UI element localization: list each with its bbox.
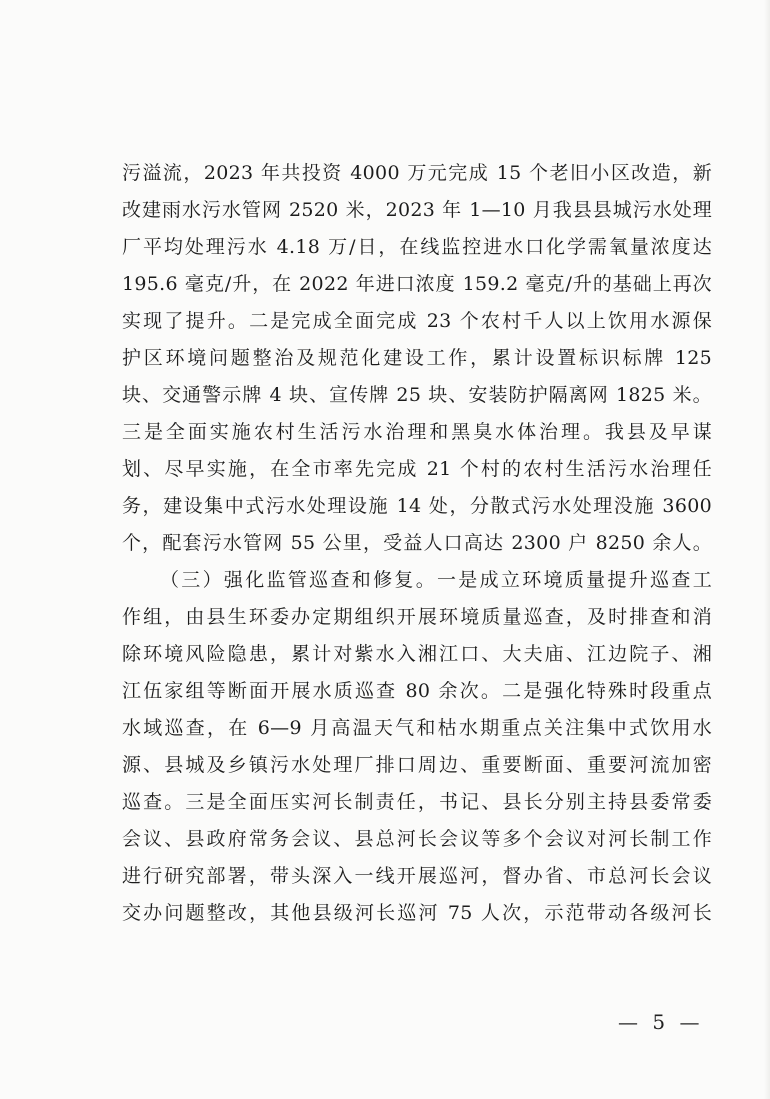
page-number: — 5 — [618,1010,704,1034]
text-line: 进行研究部署，带头深入一线开展巡河，督办省、市总河长会议 [122,865,712,887]
text-line: 污溢流，2023 年共投资 4000 万元完成 15 个老旧小区改造，新 [122,162,712,184]
text-line: 块、交通警示牌 4 块、宣传牌 25 块、安装防护隔离网 1825 米。 [122,384,712,406]
text-line: 作组，由县生环委办定期组织开展环境质量巡查，及时排查和消 [122,606,712,628]
scan-edge-shadow [764,0,770,1099]
text-line: 护区环境问题整治及规范化建设工作，累计设置标识标牌 125 [122,347,712,369]
text-line: 三是全面实施农村生活污水治理和黑臭水体治理。我县及早谋 [122,421,712,443]
text-line: 个，配套污水管网 55 公里，受益人口高达 2300 户 8250 余人。 [122,532,712,554]
text-line: 务，建设集中式污水处理设施 14 处，分散式污水处理没施 3600 [122,495,712,517]
text-line: 会议、县政府常务会议、县总河长会议等多个会议对河长制工作 [122,828,712,850]
text-line: 除环境风险隐患，累计对紫水入湘江口、大夫庙、江边院子、湘 [122,643,712,665]
body-text [122,155,712,932]
text-line: 厂平均处理污水 4.18 万/日，在线监控进水口化学需氧量浓度达 [122,236,712,258]
text-line: 划、尽早实施，在全市率先完成 21 个村的农村生活污水治理任 [122,458,712,480]
text-line: 实现了提升。二是完成全面完成 23 个农村千人以上饮用水源保 [122,310,712,332]
text-line: 交办问题整改，其他县级河长巡河 75 人次，示范带动各级河长 [122,902,712,924]
text-line: 源、县城及乡镇污水处理厂排口周边、重要断面、重要河流加密 [122,754,712,776]
text-line: 水域巡查，在 6—9 月高温天气和枯水期重点关注集中式饮用水 [122,717,712,739]
text-line: 江伍家组等断面开展水质巡查 80 余次。二是强化特殊时段重点 [122,680,712,702]
section-heading-line: （三）强化监管巡查和修复。一是成立环境质量提升巡查工 [160,569,712,591]
text-line: 巡查。三是全面压实河长制责任，书记、县长分别主持县委常委 [122,791,712,813]
text-line: 改建雨水污水管网 2520 米，2023 年 1—10 月我县县城污水处理 [122,199,712,221]
text-line: 195.6 毫克/升，在 2022 年进口浓度 159.2 毫克/升的基础上再次 [122,273,712,295]
